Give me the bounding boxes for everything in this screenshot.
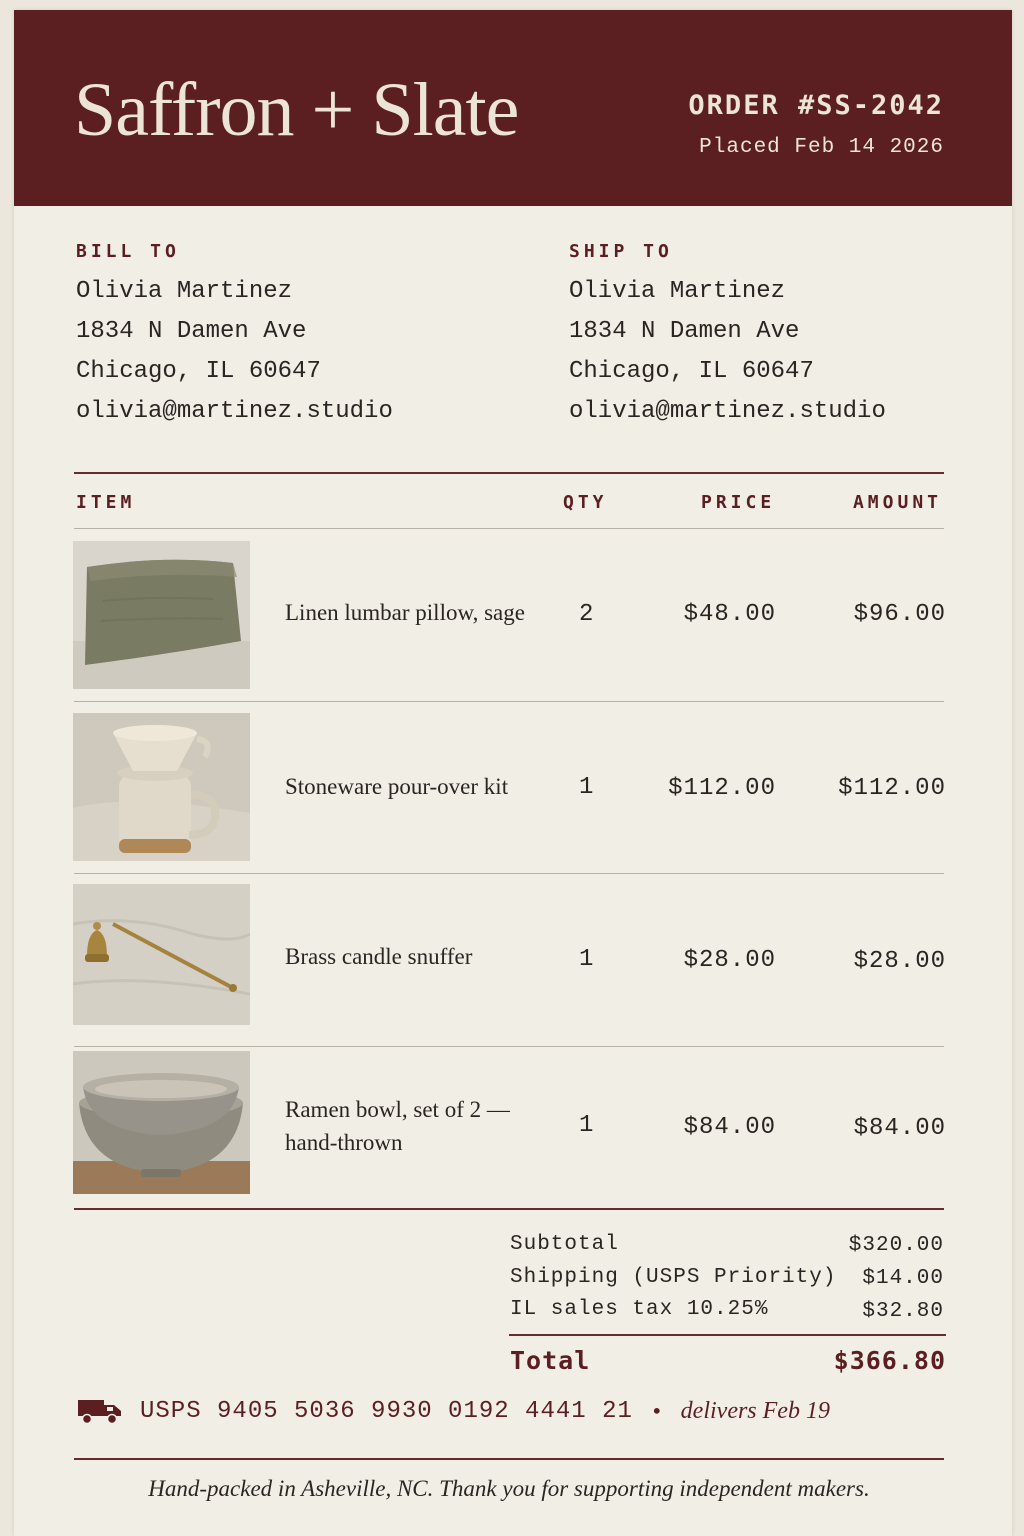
table-bottom-divider <box>74 1208 944 1210</box>
subtotal-label: Subtotal <box>510 1233 619 1256</box>
table-top-divider <box>74 472 944 474</box>
bill-to-block <box>76 241 496 432</box>
column-header-price: PRICE <box>701 492 776 513</box>
shipping-label: Shipping (USPS Priority) <box>510 1266 837 1289</box>
ship-to-street: 1834 N Damen Ave <box>569 318 800 345</box>
invoice-header <box>14 10 1012 206</box>
bill-to-name: Olivia Martinez <box>76 278 293 305</box>
item-amount: $28.00 <box>853 948 946 975</box>
total-divider <box>509 1334 946 1336</box>
tracking-separator: • <box>650 1399 663 1423</box>
truck-icon <box>76 1396 124 1426</box>
item-name: Brass candle snuffer <box>285 944 473 969</box>
tracking-line <box>76 1396 830 1426</box>
item-price: $112.00 <box>668 775 776 802</box>
total-label: Total <box>510 1346 591 1375</box>
item-name: Ramen bowl, set of 2 — hand-thrown <box>285 1097 510 1155</box>
ramen-bowls-image <box>73 1051 250 1194</box>
bill-to-label: BILL TO <box>76 241 180 262</box>
column-header-amount: AMOUNT <box>852 492 942 513</box>
item-qty: 2 <box>579 601 594 628</box>
footer-note: Hand-packed in Asheville, NC. Thank you for supporting independent makers. <box>148 1476 870 1501</box>
bill-to-street: 1834 N Damen Ave <box>76 318 307 345</box>
total-value: $366.80 <box>833 1346 946 1375</box>
brand-name: Saffron + Slate <box>74 68 519 152</box>
item-qty: 1 <box>579 1112 594 1139</box>
delivery-estimate: delivers Feb 19 <box>680 1397 830 1424</box>
item-qty: 1 <box>579 946 594 973</box>
shipping-value: $14.00 <box>862 1267 944 1290</box>
tax-label: IL sales tax 10.25% <box>510 1298 769 1321</box>
row-divider <box>74 1046 944 1047</box>
item-name: Stoneware pour-over kit <box>285 774 509 799</box>
ship-to-name: Olivia Martinez <box>569 278 786 305</box>
row-divider <box>74 701 944 702</box>
footer-divider <box>74 1458 944 1460</box>
ship-to-city: Chicago, IL 60647 <box>569 358 814 385</box>
tracking-number[interactable]: USPS 9405 5036 9930 0192 4441 21 <box>140 1397 633 1425</box>
subtotal-value: $320.00 <box>848 1234 944 1257</box>
item-amount: $112.00 <box>838 775 946 802</box>
item-price: $48.00 <box>683 601 776 628</box>
header-divider <box>74 528 944 529</box>
tax-value: $32.80 <box>862 1300 944 1323</box>
column-header-qty: QTY <box>563 492 608 513</box>
sage-pillow-image <box>73 541 250 689</box>
order-number: ORDER #SS-2042 <box>688 90 944 121</box>
candle-snuffer-image <box>73 884 250 1025</box>
ship-to-block <box>569 241 989 432</box>
row-divider <box>74 873 944 874</box>
pour-over-image <box>73 713 250 861</box>
item-qty: 1 <box>579 774 594 801</box>
bill-to-email[interactable]: olivia@martinez.studio <box>76 398 393 425</box>
item-price: $84.00 <box>683 1114 776 1141</box>
item-name: Linen lumbar pillow, sage <box>285 600 525 625</box>
ship-to-email[interactable]: olivia@martinez.studio <box>569 398 886 425</box>
item-price: $28.00 <box>683 947 776 974</box>
order-placed-date: Placed Feb 14 2026 <box>699 136 944 159</box>
item-amount: $84.00 <box>853 1115 946 1142</box>
column-header-item: ITEM <box>76 492 136 513</box>
bill-to-city: Chicago, IL 60647 <box>76 358 321 385</box>
item-amount: $96.00 <box>853 601 946 628</box>
ship-to-label: SHIP TO <box>569 241 673 262</box>
